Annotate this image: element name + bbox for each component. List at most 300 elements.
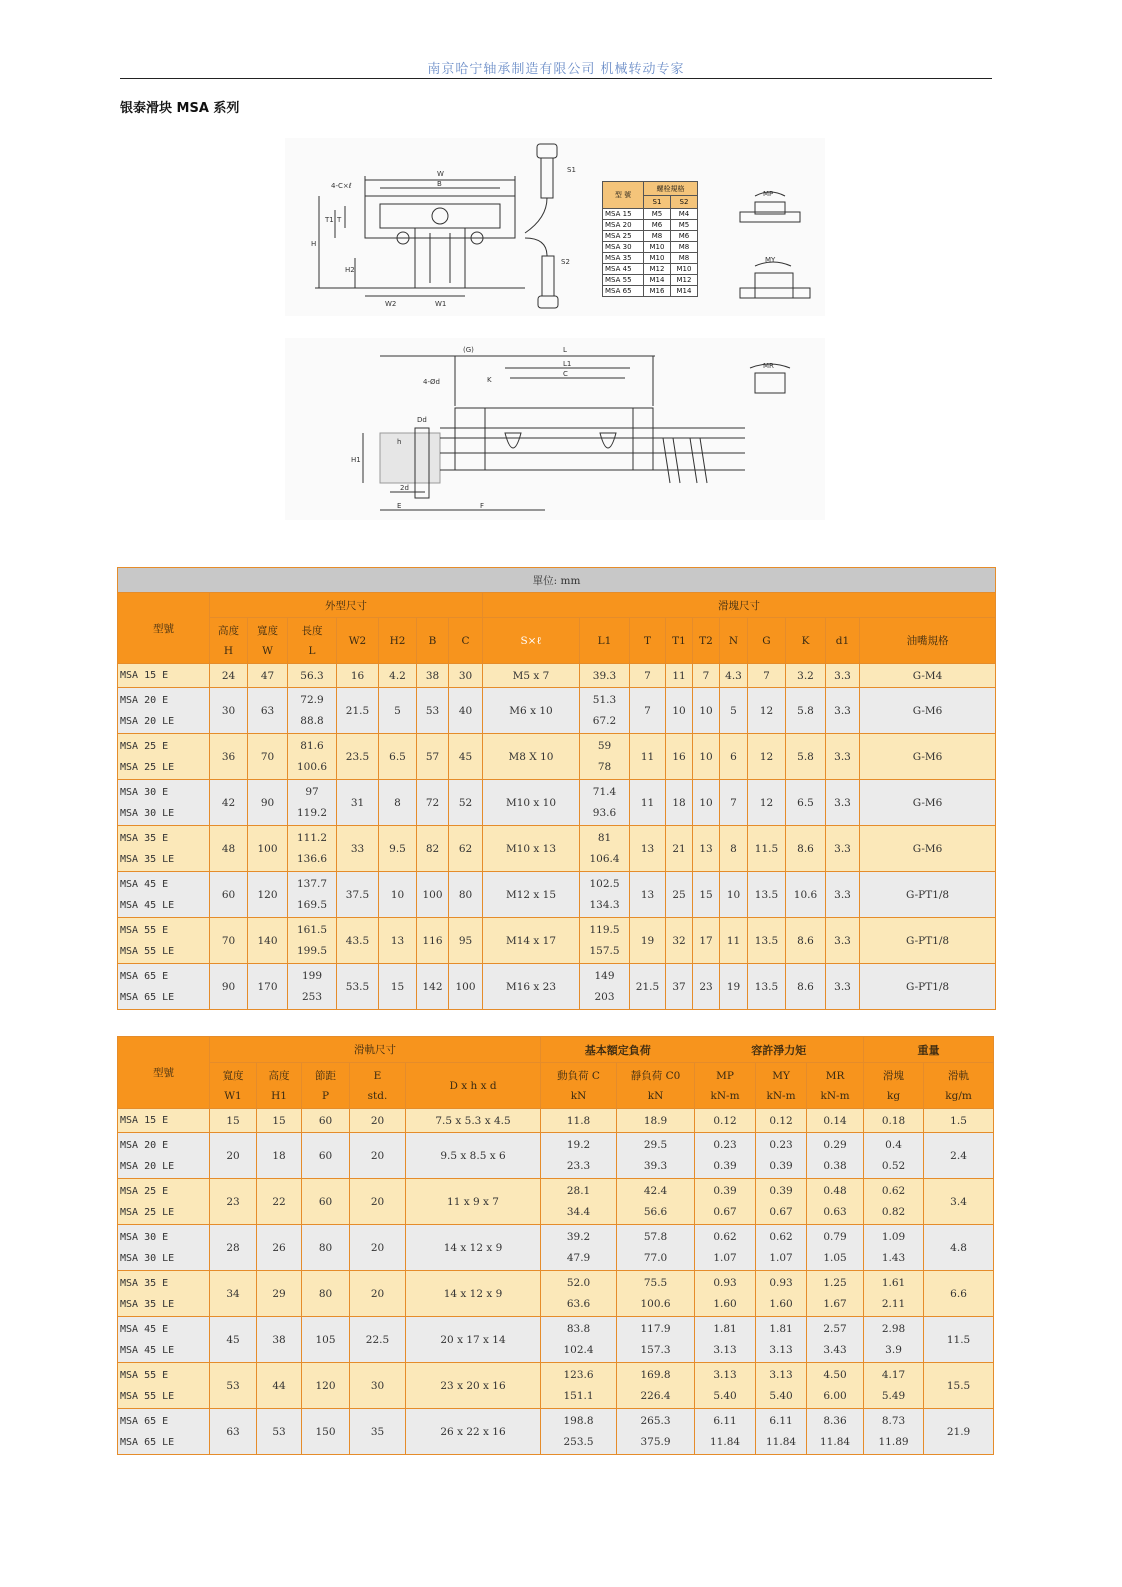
E-cell: 35: [350, 1409, 406, 1455]
Dhd-cell: 20 x 17 x 14: [406, 1317, 541, 1363]
bolt-row: [603, 242, 698, 253]
H-cell: 90: [210, 964, 248, 1010]
t1-col-K: K: [786, 618, 826, 664]
W1-cell: 23: [210, 1179, 257, 1225]
bolt-cell-model: MSA 45: [603, 264, 644, 275]
dim-B: B: [437, 180, 442, 188]
table-row: [118, 964, 996, 1010]
table-row: [118, 1109, 994, 1133]
W1-cell: 20: [210, 1133, 257, 1179]
N-cell: 19: [720, 964, 748, 1010]
table-row: [118, 826, 996, 872]
model-cell: MSA 65 E MSA 65 LE: [118, 964, 210, 1010]
W-cell: 47: [248, 664, 288, 688]
L-cell: 111.2 136.6: [288, 826, 337, 872]
dim-L1: L1: [563, 360, 572, 368]
dim-MR: MR: [763, 362, 774, 370]
block-weight-cell: 0.62 0.82: [864, 1179, 924, 1225]
bolt-header-s1: S1: [644, 196, 671, 209]
MR-cell: 2.57 3.43: [807, 1317, 864, 1363]
bolt-cell-s1: M8: [644, 231, 671, 242]
bolt-cell-s2: M4: [671, 209, 698, 220]
W-cell: 120: [248, 872, 288, 918]
T2-cell: 10: [693, 688, 720, 734]
MY-cell: 3.13 5.40: [756, 1363, 807, 1409]
model-cell: MSA 45 E MSA 45 LE: [118, 872, 210, 918]
nipple-cell: G-PT1/8: [860, 918, 996, 964]
t1-col-G: G: [748, 618, 786, 664]
nipple-cell: G-M4: [860, 664, 996, 688]
Dhd-cell: 23 x 20 x 16: [406, 1363, 541, 1409]
C0-cell: 265.3 375.9: [617, 1409, 695, 1455]
H2-cell: 6.5: [379, 734, 417, 780]
L1-cell: 81 106.4: [580, 826, 630, 872]
block-weight-cell: 4.17 5.49: [864, 1363, 924, 1409]
t2-col-MR: MR kN-m: [807, 1063, 864, 1109]
dim-H2: H2: [345, 266, 355, 274]
t1-col-T1: T1: [666, 618, 693, 664]
W2-cell: 33: [337, 826, 379, 872]
MR-cell: 0.48 0.63: [807, 1179, 864, 1225]
T-cell: 7: [630, 664, 666, 688]
N-cell: 10: [720, 872, 748, 918]
t1-col-L: 長度 L: [288, 618, 337, 664]
L1-cell: 59 78: [580, 734, 630, 780]
side-view-drawing: [285, 338, 825, 520]
t1-col-T: T: [630, 618, 666, 664]
K-cell: 5.8: [786, 734, 826, 780]
bolt-cell-s2: M6: [671, 231, 698, 242]
L-cell: 72.9 88.8: [288, 688, 337, 734]
K-cell: 10.6: [786, 872, 826, 918]
C-cell: 198.8 253.5: [541, 1409, 617, 1455]
model-cell: MSA 20 E MSA 20 LE: [118, 1133, 210, 1179]
unit-label: 單位: mm: [118, 568, 996, 593]
bolt-cell-s2: M8: [671, 253, 698, 264]
t1-col-H2: H2: [379, 618, 417, 664]
nipple-cell: G-PT1/8: [860, 964, 996, 1010]
header-rule: [120, 78, 992, 79]
T2-cell: 17: [693, 918, 720, 964]
MP-cell: 3.13 5.40: [695, 1363, 756, 1409]
block-weight-cell: 0.18: [864, 1109, 924, 1133]
dim-T1: T1: [325, 216, 334, 224]
MY-cell: 0.93 1.60: [756, 1271, 807, 1317]
N-cell: 5: [720, 688, 748, 734]
bolt-row: [603, 275, 698, 286]
dim-G: (G): [463, 346, 474, 354]
d1-cell: 3.3: [826, 734, 860, 780]
N-cell: 11: [720, 918, 748, 964]
t1-col-Sxl: S×ℓ: [483, 618, 580, 664]
d1-cell: 3.3: [826, 918, 860, 964]
t1-col-nipple: 油嘴規格: [860, 618, 996, 664]
Dhd-cell: 14 x 12 x 9: [406, 1271, 541, 1317]
Sxl-cell: M10 x 10: [483, 780, 580, 826]
block-weight-cell: 2.98 3.9: [864, 1317, 924, 1363]
dim-MY: MY: [765, 256, 776, 264]
P-cell: 150: [302, 1409, 350, 1455]
table-row: [118, 918, 996, 964]
table-row: [118, 664, 996, 688]
t2-col-C: 動負荷 C kN: [541, 1063, 617, 1109]
G-cell: 13.5: [748, 872, 786, 918]
bolt-row: [603, 231, 698, 242]
C-cell: 11.8: [541, 1109, 617, 1133]
bolt-cell-s2: M5: [671, 220, 698, 231]
B-cell: 53: [417, 688, 449, 734]
T1-cell: 32: [666, 918, 693, 964]
K-cell: 8.6: [786, 826, 826, 872]
dim-E: E: [397, 502, 402, 510]
block-dimension-table: [117, 567, 996, 1010]
MR-cell: 0.79 1.05: [807, 1225, 864, 1271]
C0-cell: 18.9: [617, 1109, 695, 1133]
bolt-cell-model: MSA 30: [603, 242, 644, 253]
G-cell: 11.5: [748, 826, 786, 872]
L-cell: 81.6 100.6: [288, 734, 337, 780]
T-cell: 7: [630, 688, 666, 734]
L1-cell: 102.5 134.3: [580, 872, 630, 918]
t2-col-Dhd: D x h x d: [406, 1063, 541, 1109]
t1-col-N: N: [720, 618, 748, 664]
block-weight-cell: 1.61 2.11: [864, 1271, 924, 1317]
E-cell: 30: [350, 1363, 406, 1409]
table-row: [118, 1225, 994, 1271]
t2-col-E: E std.: [350, 1063, 406, 1109]
T2-cell: 10: [693, 734, 720, 780]
bolt-cell-s1: M5: [644, 209, 671, 220]
H1-cell: 15: [257, 1109, 302, 1133]
MY-cell: 1.81 3.13: [756, 1317, 807, 1363]
L-cell: 137.7 169.5: [288, 872, 337, 918]
rail-outline: [415, 228, 465, 288]
H1-cell: 29: [257, 1271, 302, 1317]
bolt-header-spec: 螺栓規格: [644, 182, 698, 196]
t2-col-H1: 高度 H1: [257, 1063, 302, 1109]
MP-cell: 6.11 11.84: [695, 1409, 756, 1455]
model-cell: MSA 30 E MSA 30 LE: [118, 780, 210, 826]
t1-col-T2: T2: [693, 618, 720, 664]
dim-H1: H1: [351, 456, 361, 464]
T2-cell: 15: [693, 872, 720, 918]
C-cell: 52.0 63.6: [541, 1271, 617, 1317]
T-cell: 11: [630, 734, 666, 780]
dim-2d: 2d: [400, 484, 409, 492]
L1-cell: 71.4 93.6: [580, 780, 630, 826]
L-cell: 56.3: [288, 664, 337, 688]
W-cell: 90: [248, 780, 288, 826]
t2-col-MY: MY kN-m: [756, 1063, 807, 1109]
N-cell: 8: [720, 826, 748, 872]
t1-col-C: C: [449, 618, 483, 664]
Sxl-cell: M14 x 17: [483, 918, 580, 964]
P-cell: 60: [302, 1133, 350, 1179]
MR-cell: 1.25 1.67: [807, 1271, 864, 1317]
H-cell: 30: [210, 688, 248, 734]
table-row: [118, 1179, 994, 1225]
t2-group-moment: 容許淨力矩: [695, 1037, 864, 1063]
block-weight-cell: 8.73 11.89: [864, 1409, 924, 1455]
T2-cell: 13: [693, 826, 720, 872]
C0-cell: 42.4 56.6: [617, 1179, 695, 1225]
t2-model-header: 型號: [118, 1037, 210, 1109]
K-cell: 3.2: [786, 664, 826, 688]
G-cell: 12: [748, 780, 786, 826]
Sxl-cell: M10 x 13: [483, 826, 580, 872]
C0-cell: 29.5 39.3: [617, 1133, 695, 1179]
t1-col-d1: d1: [826, 618, 860, 664]
H1-cell: 44: [257, 1363, 302, 1409]
E-cell: 22.5: [350, 1317, 406, 1363]
T2-cell: 7: [693, 664, 720, 688]
nipple-cell: G-PT1/8: [860, 872, 996, 918]
H-cell: 70: [210, 918, 248, 964]
H1-cell: 26: [257, 1225, 302, 1271]
table-row: [118, 1271, 994, 1317]
t1-col-H: 高度 H: [210, 618, 248, 664]
H2-cell: 15: [379, 964, 417, 1010]
t1-col-B: B: [417, 618, 449, 664]
d1-cell: 3.3: [826, 872, 860, 918]
C0-cell: 169.8 226.4: [617, 1363, 695, 1409]
nipple-cell: G-M6: [860, 688, 996, 734]
block-table-body: [118, 664, 996, 1010]
rail-weight-cell: 15.5: [924, 1363, 994, 1409]
MP-cell: 1.81 3.13: [695, 1317, 756, 1363]
K-cell: 6.5: [786, 780, 826, 826]
H-cell: 36: [210, 734, 248, 780]
Dhd-cell: 14 x 12 x 9: [406, 1225, 541, 1271]
B-cell: 57: [417, 734, 449, 780]
W-cell: 140: [248, 918, 288, 964]
rail-weight-cell: 3.4: [924, 1179, 994, 1225]
W1-cell: 45: [210, 1317, 257, 1363]
bolt-cell-s2: M14: [671, 286, 698, 297]
B-cell: 100: [417, 872, 449, 918]
P-cell: 120: [302, 1363, 350, 1409]
cross-section-drawing: [285, 138, 825, 316]
C-cell: 95: [449, 918, 483, 964]
MP-cell: 0.62 1.07: [695, 1225, 756, 1271]
T1-cell: 18: [666, 780, 693, 826]
bolt-cell-model: MSA 20: [603, 220, 644, 231]
H1-cell: 53: [257, 1409, 302, 1455]
B-cell: 72: [417, 780, 449, 826]
bolt-row: [603, 264, 698, 275]
C-cell: 30: [449, 664, 483, 688]
H-cell: 24: [210, 664, 248, 688]
Dhd-cell: 9.5 x 8.5 x 6: [406, 1133, 541, 1179]
K-cell: 8.6: [786, 964, 826, 1010]
W2-cell: 43.5: [337, 918, 379, 964]
rail-table-body: [118, 1109, 994, 1455]
t1-model-header: 型號: [118, 593, 210, 664]
dim-K: K: [487, 376, 492, 384]
C-cell: 52: [449, 780, 483, 826]
T2-cell: 23: [693, 964, 720, 1010]
W-cell: 63: [248, 688, 288, 734]
G-cell: 13.5: [748, 964, 786, 1010]
cross-section-figure: [285, 138, 825, 316]
C-cell: 80: [449, 872, 483, 918]
H1-cell: 18: [257, 1133, 302, 1179]
t2-col-rail-weight: 滑軌 kg/m: [924, 1063, 994, 1109]
W2-cell: 37.5: [337, 872, 379, 918]
C-cell: 39.2 47.9: [541, 1225, 617, 1271]
dim-MP: MP: [763, 190, 774, 198]
L1-cell: 119.5 157.5: [580, 918, 630, 964]
bolt-cell-model: MSA 15: [603, 209, 644, 220]
table-row: [118, 1133, 994, 1179]
Sxl-cell: M6 x 10: [483, 688, 580, 734]
dim-F: F: [480, 502, 485, 510]
t2-col-C0: 靜負荷 C0 kN: [617, 1063, 695, 1109]
K-cell: 5.8: [786, 688, 826, 734]
t1-col-W2: W2: [337, 618, 379, 664]
C-cell: 28.1 34.4: [541, 1179, 617, 1225]
C-cell: 83.8 102.4: [541, 1317, 617, 1363]
dim-W: W: [437, 170, 444, 178]
t2-col-P: 節距 P: [302, 1063, 350, 1109]
model-cell: MSA 35 E MSA 35 LE: [118, 826, 210, 872]
model-cell: MSA 15 E: [118, 664, 210, 688]
L1-cell: 51.3 67.2: [580, 688, 630, 734]
H-cell: 60: [210, 872, 248, 918]
bolt-row: [603, 209, 698, 220]
B-cell: 116: [417, 918, 449, 964]
bolt-cell-s1: M10: [644, 242, 671, 253]
H2-cell: 13: [379, 918, 417, 964]
E-cell: 20: [350, 1109, 406, 1133]
d1-cell: 3.3: [826, 964, 860, 1010]
block-weight-cell: 1.09 1.43: [864, 1225, 924, 1271]
W2-cell: 23.5: [337, 734, 379, 780]
T1-cell: 25: [666, 872, 693, 918]
W2-cell: 31: [337, 780, 379, 826]
t1-col-W: 寬度 W: [248, 618, 288, 664]
T-cell: 13: [630, 872, 666, 918]
N-cell: 7: [720, 780, 748, 826]
model-cell: MSA 15 E: [118, 1109, 210, 1133]
C-cell: 40: [449, 688, 483, 734]
MR-cell: 0.29 0.38: [807, 1133, 864, 1179]
MP-cell: 0.93 1.60: [695, 1271, 756, 1317]
dim-C: C: [563, 370, 568, 378]
MP-cell: 0.39 0.67: [695, 1179, 756, 1225]
Dhd-cell: 7.5 x 5.3 x 4.5: [406, 1109, 541, 1133]
t1-group-block: 滑塊尺寸: [483, 593, 996, 618]
T-cell: 19: [630, 918, 666, 964]
MP-cell: 0.23 0.39: [695, 1133, 756, 1179]
bolt-cell-s1: M14: [644, 275, 671, 286]
Dhd-cell: 26 x 22 x 16: [406, 1409, 541, 1455]
C-cell: 62: [449, 826, 483, 872]
bolt-cell-s2: M8: [671, 242, 698, 253]
C-cell: 100: [449, 964, 483, 1010]
t2-col-MP: MP kN-m: [695, 1063, 756, 1109]
L1-cell: 39.3: [580, 664, 630, 688]
model-cell: MSA 45 E MSA 45 LE: [118, 1317, 210, 1363]
C0-cell: 57.8 77.0: [617, 1225, 695, 1271]
nipple-cell: G-M6: [860, 734, 996, 780]
G-cell: 13.5: [748, 918, 786, 964]
W-cell: 170: [248, 964, 288, 1010]
block-weight-cell: 0.4 0.52: [864, 1133, 924, 1179]
MR-cell: 4.50 6.00: [807, 1363, 864, 1409]
T1-cell: 11: [666, 664, 693, 688]
H2-cell: 5: [379, 688, 417, 734]
E-cell: 20: [350, 1179, 406, 1225]
Sxl-cell: M16 x 23: [483, 964, 580, 1010]
section-title: 银泰滑块 MSA 系列: [120, 101, 240, 116]
rail-weight-cell: 1.5: [924, 1109, 994, 1133]
L-cell: 161.5 199.5: [288, 918, 337, 964]
model-cell: MSA 20 E MSA 20 LE: [118, 688, 210, 734]
H2-cell: 9.5: [379, 826, 417, 872]
W2-cell: 16: [337, 664, 379, 688]
H1-cell: 22: [257, 1179, 302, 1225]
rail-weight-cell: 4.8: [924, 1225, 994, 1271]
bolt-cell-s1: M6: [644, 220, 671, 231]
t2-group-rail: 滑軌尺寸: [210, 1037, 541, 1063]
dim-W2: W2: [385, 300, 397, 308]
bolt-spec-table: [602, 181, 698, 297]
table-row: [118, 872, 996, 918]
d1-cell: 3.3: [826, 780, 860, 826]
Sxl-cell: M12 x 15: [483, 872, 580, 918]
MR-cell: 8.36 11.84: [807, 1409, 864, 1455]
C-cell: 19.2 23.3: [541, 1133, 617, 1179]
T2-cell: 10: [693, 780, 720, 826]
P-cell: 80: [302, 1271, 350, 1317]
H-cell: 42: [210, 780, 248, 826]
B-cell: 38: [417, 664, 449, 688]
MP-cell: 0.12: [695, 1109, 756, 1133]
dim-h: h: [397, 438, 402, 446]
t1-col-L1: L1: [580, 618, 630, 664]
bolt-cell-s2: M10: [671, 264, 698, 275]
N-cell: 4.3: [720, 664, 748, 688]
dim-4cxl: 4-C×ℓ: [331, 182, 352, 190]
bolt-header-s2: S2: [671, 196, 698, 209]
t2-group-weight: 重量: [864, 1037, 994, 1063]
C0-cell: 75.5 100.6: [617, 1271, 695, 1317]
H2-cell: 4.2: [379, 664, 417, 688]
nipple-cell: G-M6: [860, 780, 996, 826]
model-cell: MSA 55 E MSA 55 LE: [118, 918, 210, 964]
bolt-header-model: 型 號: [603, 182, 644, 209]
rail-weight-cell: 2.4: [924, 1133, 994, 1179]
bolt-row: [603, 253, 698, 264]
MY-cell: 0.39 0.67: [756, 1179, 807, 1225]
W1-cell: 34: [210, 1271, 257, 1317]
bolt-cell-model: MSA 55: [603, 275, 644, 286]
dim-L: L: [563, 346, 567, 354]
N-cell: 6: [720, 734, 748, 780]
G-cell: 12: [748, 688, 786, 734]
W-cell: 70: [248, 734, 288, 780]
T1-cell: 37: [666, 964, 693, 1010]
L-cell: 199 253: [288, 964, 337, 1010]
dim-S1: S1: [567, 166, 576, 174]
H2-cell: 8: [379, 780, 417, 826]
H-cell: 48: [210, 826, 248, 872]
page-header: 南京哈宁轴承制造有限公司 机械转动专家: [427, 62, 685, 77]
d1-cell: 3.3: [826, 826, 860, 872]
d1-cell: 3.3: [826, 688, 860, 734]
MR-cell: 0.14: [807, 1109, 864, 1133]
